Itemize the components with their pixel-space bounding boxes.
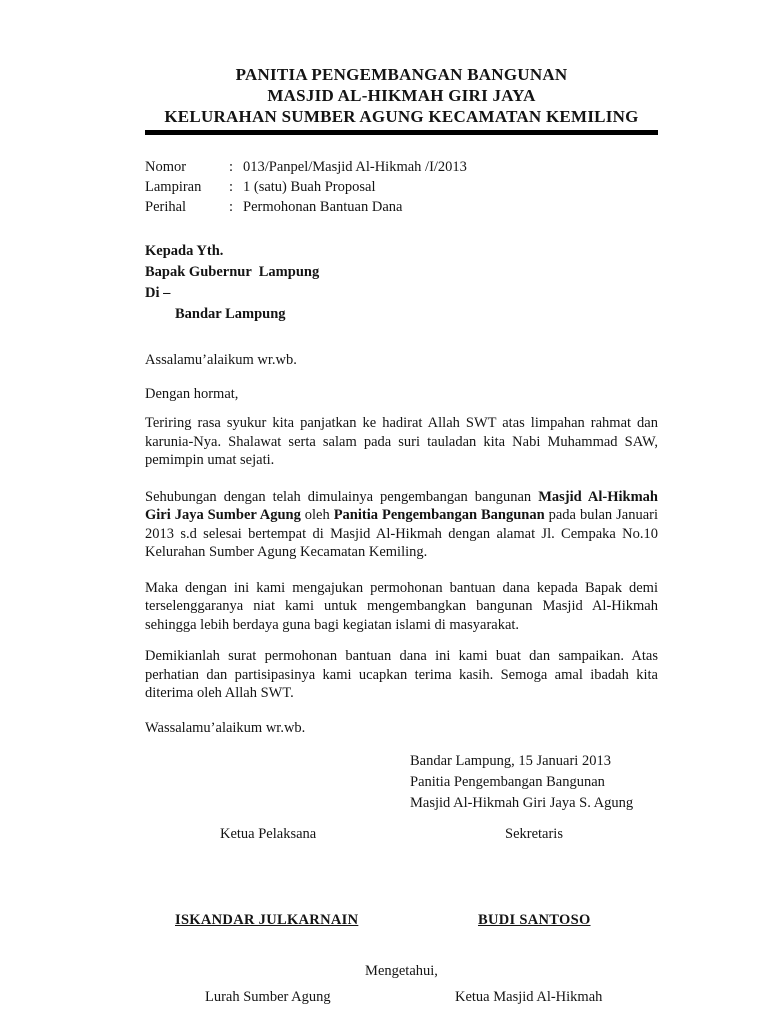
letterhead-line-1: PANITIA PENGEMBANGAN BANGUNAN	[235, 65, 568, 84]
meta-colon: :	[229, 159, 234, 175]
recipient-line-3: Di –	[145, 285, 171, 301]
letter-body	[145, 350, 658, 738]
meta-row-lampiran	[145, 177, 658, 197]
greeting: Dengan hormat,	[145, 386, 239, 402]
signature-roles-row	[145, 826, 658, 846]
paragraph-2-part-2: oleh	[300, 507, 334, 523]
letterhead-line-2: MASJID AL-HIKMAH GIRI JAYA	[267, 86, 536, 105]
signature-names-row	[145, 912, 658, 934]
meta-row-nomor	[145, 157, 658, 177]
paragraph-4: Demikianlah surat permohonan bantuan dana ini kami buat dan sampaikan. Atas perhatian dan partisipasinya kami ucapkan terima kasih. Semoga amal ibadah kita diterima oleh Allah SWT.	[145, 648, 658, 701]
recipient-block	[145, 241, 658, 325]
closing-salutation: Wassalamu’alaikum wr.wb.	[145, 719, 306, 736]
paragraph-2-bold-2: Panitia Pengembangan Bangunan	[333, 507, 545, 523]
acknowledge-label: Mengetahui,	[365, 962, 438, 979]
org-line-2: Masjid Al-Hikmah Giri Jaya S. Agung	[410, 794, 634, 811]
paragraph-2	[145, 488, 658, 562]
meta-value-perihal: Permohonan Bantuan Dana	[243, 199, 403, 215]
paragraph-1: Teriring rasa syukur kita panjatkan ke hadirat Allah SWT atas limpahan rahmat dan karunia-Nya. Shalawat serta salam pada suri tauladan kita Nabi Muhammad SAW, pemimpin umat sejati.	[145, 415, 658, 468]
role-sekretaris: Sekretaris	[505, 825, 563, 842]
place-date: Bandar Lampung, 15 Januari 2013	[410, 752, 611, 769]
meta-row-perihal	[145, 197, 658, 217]
role-ketua-masjid: Ketua Masjid Al-Hikmah	[455, 988, 603, 1005]
letter-meta	[145, 157, 658, 217]
letterhead-divider	[145, 130, 658, 135]
org-line-1: Panitia Pengembangan Bangunan	[410, 773, 605, 790]
meta-label-perihal: Perihal	[145, 199, 187, 215]
signature-date-block	[410, 751, 658, 814]
meta-value-nomor: 013/Panpel/Masjid Al-Hikmah /I/2013	[243, 159, 467, 175]
letterhead-line-3: KELURAHAN SUMBER AGUNG KECAMATAN KEMILING	[164, 107, 639, 126]
meta-label-nomor: Nomor	[145, 159, 187, 175]
role-lurah-sumber-agung: Lurah Sumber Agung	[205, 988, 331, 1005]
paragraph-3: Maka dengan ini kami mengajukan permohonan bantuan dana kepada Bapak demi terselenggaranya niat kami untuk mengembangkan bangunan Masjid Al-Hikmah sehingga lebih berdaya guna bagi kegiatan islami di masyarakat.	[145, 579, 658, 633]
recipient-line-2: Bapak Gubernur Lampung	[145, 264, 320, 280]
meta-colon: :	[229, 199, 234, 215]
letterhead	[145, 64, 658, 127]
salutation: Assalamu’alaikum wr.wb.	[145, 352, 297, 368]
meta-label-lampiran: Lampiran	[145, 179, 202, 195]
recipient-line-1: Kepada Yth.	[145, 243, 224, 259]
recipient-line-4: Bandar Lampung	[175, 306, 286, 322]
signatory-name-right: BUDI SANTOSO	[478, 911, 591, 928]
acknowledge-roles-row	[145, 989, 658, 1009]
signatory-name-left: ISKANDAR JULKARNAIN	[175, 911, 359, 928]
meta-value-lampiran: 1 (satu) Buah Proposal	[243, 179, 376, 195]
paragraph-2-part-3: pada bulan Januari 2013 s.d selesai bertempat di Masjid Al-Hikmah dengan alamat Jl. Cempaka No.10 Kelurahan Sumber Agung Kecamatan Kemiling.	[145, 507, 658, 560]
paragraph-2-part-1: Sehubungan dengan telah dimulainya pengembangan bangunan	[145, 488, 539, 505]
meta-colon: :	[229, 179, 234, 195]
role-ketua-pelaksana: Ketua Pelaksana	[220, 825, 317, 842]
paragraph-2-bold-1: Masjid Al-Hikmah Giri Jaya Sumber Agung	[145, 488, 658, 523]
